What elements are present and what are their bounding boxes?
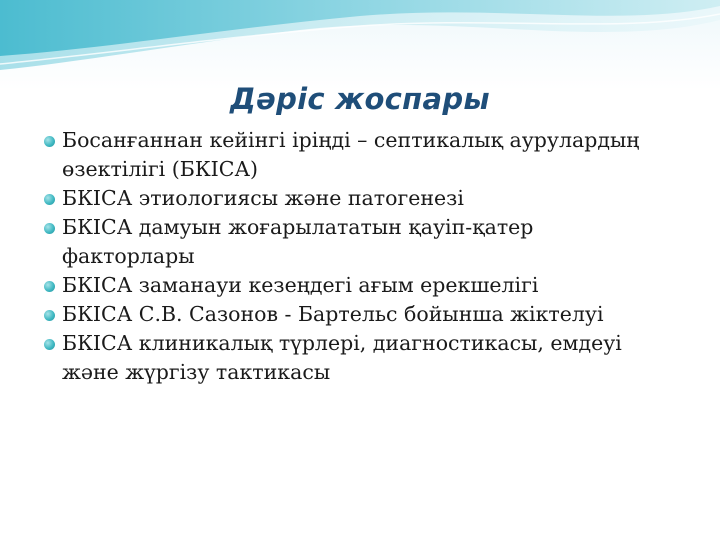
bullet-dot-icon [44,223,55,234]
bullet-text: БКІСА заманауи кезеңдегі ағым ерекшелігі [62,273,539,297]
wave-decoration [0,0,720,90]
bullet-item [0,126,720,184]
slide-title: Дәріс жоспары [230,82,490,116]
bullet-item [0,184,720,213]
bullet-dot-icon [44,136,55,147]
bullet-dot-icon [44,281,55,292]
bullet-dot-icon [44,194,55,205]
bullet-item [0,300,720,329]
bullet-item [0,213,720,271]
bullet-item [0,329,720,387]
bullet-text: БКІСА С.В. Сазонов - Бартельс бойынша жіктелуі [62,302,604,326]
bullet-dot-icon [44,339,55,350]
bullet-list [0,126,720,387]
bullet-dot-icon [44,310,55,321]
bullet-item [0,271,720,300]
bullet-text: БКІСА клиникалық түрлері, диагностикасы, емдеуі және жүргізу тактикасы [62,331,622,384]
bullet-text: БКІСА этиологиясы және патогенезі [62,186,464,210]
bullet-text: БКІСА дамуын жоғарылататын қауіп-қатер факторлары [62,215,534,268]
bullet-text: Босанғаннан кейінгі іріңді – септикалық аурулардың өзектілігі (БКІСА) [62,128,640,181]
